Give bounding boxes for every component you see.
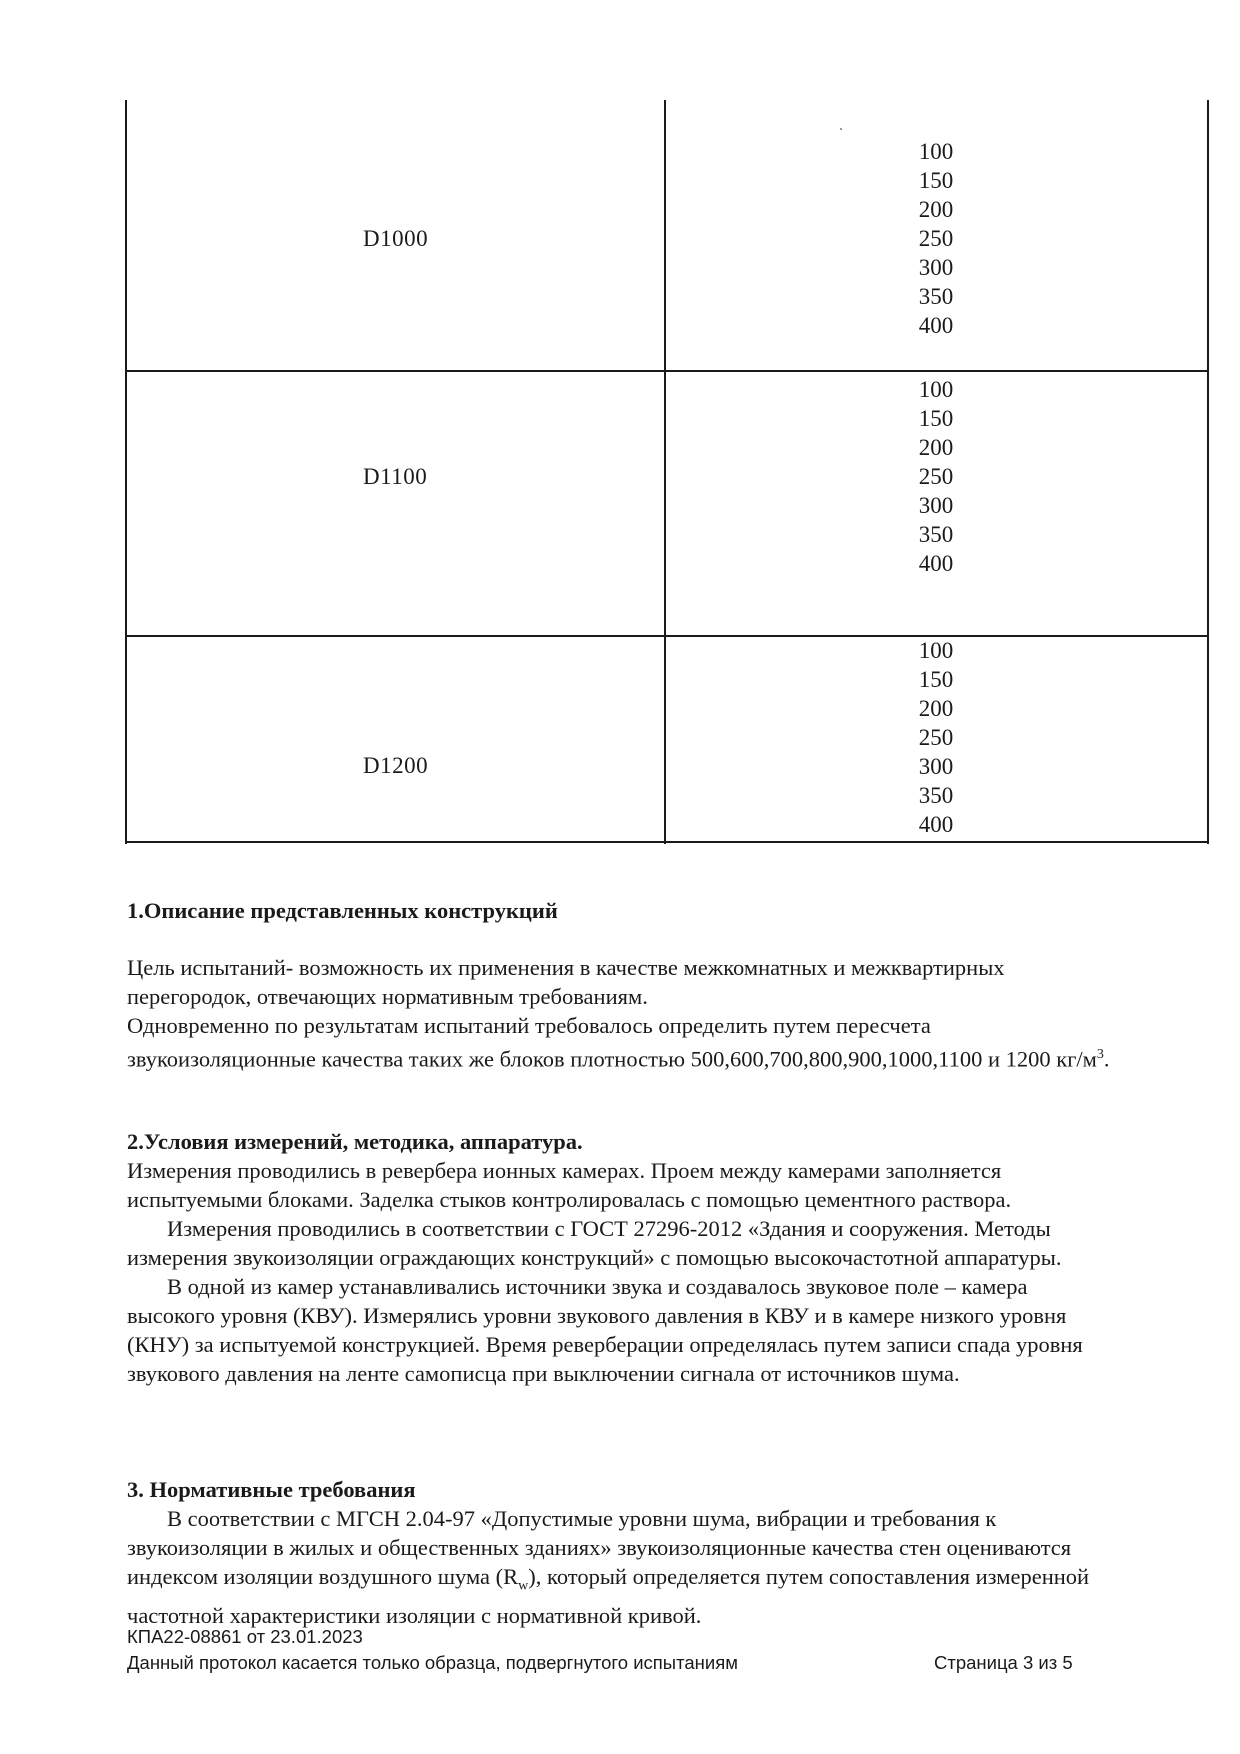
section3-text: В соответствии с МГСН 2.04-97 «Допустимые уровни шума, вибрации и требования к звукоизоляции в жилых и общественных зданиях» звукоизоляционные качества стен оцениваются индексом изоляции воздушного шума (R bbox=[127, 1506, 1072, 1589]
section3-paragraph bbox=[127, 1504, 1117, 1630]
cubic-superscript: 3 bbox=[1096, 1047, 1104, 1062]
table-border-left bbox=[125, 100, 127, 844]
table-row-grade: D1000 bbox=[363, 226, 429, 251]
table-row-divider bbox=[125, 370, 1209, 372]
value-cell: 350 bbox=[918, 522, 954, 547]
value-cell: 250 bbox=[918, 464, 954, 489]
section2-paragraph: Измерения проводились в соответствии с ГОСТ 27296-2012 «Здания и сооружения. Методы измерения звукоизоляции ограждающих конструкций» с помощью высокочастотной аппаратуры. bbox=[127, 1216, 1062, 1270]
table-row-values bbox=[876, 636, 996, 839]
value-cell: 350 bbox=[918, 783, 954, 808]
value-cell: 200 bbox=[918, 197, 954, 222]
scan-speck bbox=[840, 128, 842, 130]
value-cell: 100 bbox=[918, 139, 954, 164]
section2-paragraph: Измерения проводились в ревербера ионных камерах. Проем между камерами заполняется испытуемыми блоками. Заделка стыков контролировалась с помощью цементного раствора. bbox=[127, 1158, 1012, 1212]
value-cell: 150 bbox=[918, 168, 954, 193]
section3-text-end: ), который определяется путем сопоставления измеренной частотной характеристики изоляции с нормативной кривой. bbox=[127, 1564, 1090, 1628]
value-cell: 400 bbox=[918, 551, 954, 576]
value-cell: 300 bbox=[918, 754, 954, 779]
footer-doc-ref: КПА22-08861 от 23.01.2023 bbox=[127, 1626, 363, 1647]
value-cell: 400 bbox=[918, 313, 954, 338]
section1-paragraph bbox=[127, 1011, 1117, 1074]
value-cell: 200 bbox=[918, 696, 954, 721]
table-row-grade: D1200 bbox=[363, 753, 429, 778]
section2-paragraph: В одной из камер устанавливались источники звука и создавалось звуковое поле – камера высокого уровня (КВУ). Измерялись уровни звукового давления в КВУ и в камере низкого уровня (КНУ) за испытуемой конструкцией. Время реверберации определялась путем записи спада уровня звукового давления на ленте самописца при выключении сигнала от источников шума. bbox=[127, 1274, 1083, 1386]
section1-density-text: Одновременно по результатам испытаний требовалось определить путем пересчета звукоизоляционные качества таких же блоков плотностью 500,600,700,800,900,1000,1100 и 1200 кг/м bbox=[127, 1013, 1097, 1072]
value-cell: 400 bbox=[918, 812, 954, 837]
value-cell: 350 bbox=[918, 284, 954, 309]
value-cell: 100 bbox=[918, 377, 954, 402]
table-border-middle bbox=[664, 100, 666, 844]
section2-heading: 2.Условия измерений, методика, аппаратура. bbox=[127, 1129, 583, 1154]
footer-disclaimer: Данный протокол касается только образца, подвергнутого испытаниям bbox=[127, 1652, 738, 1673]
section1-paragraph: Цель испытаний- возможность их применения в качестве межкомнатных и межквартирных перегородок, отвечающих нормативным требованиям. bbox=[127, 955, 1005, 1009]
value-cell: 150 bbox=[918, 667, 954, 692]
section1-body bbox=[127, 953, 1117, 1074]
value-cell: 300 bbox=[918, 255, 954, 280]
value-cell: 200 bbox=[918, 435, 954, 460]
section3-body bbox=[127, 1504, 1117, 1630]
density-table bbox=[125, 100, 1209, 844]
period: . bbox=[1103, 1046, 1110, 1072]
value-cell: 150 bbox=[918, 406, 954, 431]
table-row-values bbox=[876, 137, 996, 340]
section1-heading: 1.Описание представленных конструкций bbox=[127, 898, 558, 923]
table-border-bottom bbox=[125, 841, 1209, 843]
rw-subscript: w bbox=[518, 1578, 529, 1594]
table-border-right bbox=[1207, 100, 1209, 844]
section2-body bbox=[127, 1156, 1117, 1388]
table-row-grade: D1100 bbox=[363, 464, 428, 489]
table-row-values bbox=[876, 375, 996, 578]
value-cell: 250 bbox=[918, 226, 954, 251]
value-cell: 300 bbox=[918, 493, 954, 518]
section3-heading: 3. Нормативные требования bbox=[127, 1477, 416, 1502]
value-cell: 100 bbox=[918, 638, 954, 663]
value-cell: 250 bbox=[918, 725, 954, 750]
table-row-divider bbox=[125, 635, 1209, 637]
footer-page-number: Страница 3 из 5 bbox=[934, 1652, 1073, 1673]
